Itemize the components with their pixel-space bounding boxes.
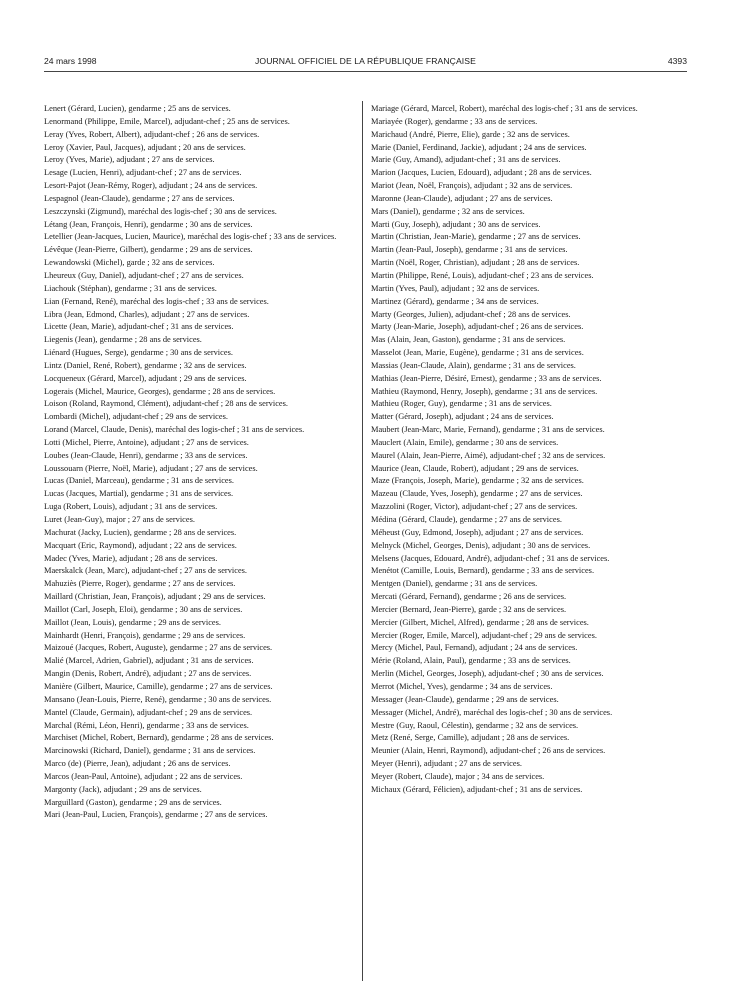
list-item: Mathieu (Roger, Guy), gendarme ; 31 ans de services. bbox=[371, 399, 552, 409]
list-item: Marguillard (Gaston), gendarme ; 29 ans de services. bbox=[44, 797, 222, 807]
list-item: Maerskalck (Jean, Marc), adjudant-chef ; 27 ans de services. bbox=[44, 566, 248, 576]
list-item: Lespagnol (Jean-Claude), gendarme ; 27 ans de services. bbox=[44, 193, 235, 203]
list-item: Martin (Yves, Paul), adjudant ; 32 ans de services. bbox=[371, 283, 540, 293]
list-item: Loubes (Jean-Claude, Henri), gendarme ; 33 ans de services. bbox=[44, 450, 248, 460]
list-item: Maillard (Christian, Jean, François), adjudant ; 29 ans de services. bbox=[44, 592, 266, 602]
list-item: Margonty (Jack), adjudant ; 29 ans de services. bbox=[44, 784, 202, 794]
list-item: Marichaud (André, Pierre, Elie), garde ; 32 ans de services. bbox=[371, 129, 570, 139]
list-item: Marti (Guy, Joseph), adjudant ; 30 ans de services. bbox=[371, 219, 541, 229]
list-item: Mari (Jean-Paul, Lucien, François), gendarme ; 27 ans de services. bbox=[44, 810, 268, 820]
list-item: Marion (Jacques, Lucien, Edouard), adjudant ; 28 ans de services. bbox=[371, 168, 592, 178]
list-item: Marcos (Jean-Paul, Antoine), adjudant ; 22 ans de services. bbox=[44, 771, 243, 781]
list-item: Lintz (Daniel, René, Robert), gendarme ; 32 ans de services. bbox=[44, 360, 247, 370]
list-item: Machurat (Jacky, Lucien), gendarme ; 28 ans de services. bbox=[44, 527, 237, 537]
list-item: Maubert (Jean-Marc, Marie, Fernand), gendarme ; 31 ans de services. bbox=[371, 425, 605, 435]
list-item: Martin (Jean-Paul, Joseph), gendarme ; 31 ans de services. bbox=[371, 245, 568, 255]
list-item: Liegenis (Jean), gendarme ; 28 ans de services. bbox=[44, 335, 202, 345]
list-item: Mahuziès (Pierre, Roger), gendarme ; 27 ans de services. bbox=[44, 579, 236, 589]
list-item: Marie (Guy, Amand), adjudant-chef ; 31 ans de services. bbox=[371, 155, 561, 165]
list-item: Médina (Gérard, Claude), gendarme ; 27 ans de services. bbox=[371, 515, 562, 524]
list-item: Maurel (Alain, Jean-Pierre, Aimé), adjudant-chef ; 32 ans de services. bbox=[371, 450, 606, 460]
publication-date: 24 mars 1998 bbox=[44, 56, 97, 66]
list-item: Licette (Jean, Marie), adjudant-chef ; 31 ans de services. bbox=[44, 322, 234, 332]
list-item: Mansano (Jean-Louis, Pierre, René), gendarme ; 30 ans de services. bbox=[44, 694, 272, 704]
list-item: Merrot (Michel, Yves), gendarme ; 34 ans de services. bbox=[371, 681, 553, 691]
list-item: Lenert (Gérard, Lucien), gendarme ; 25 ans de services. bbox=[44, 104, 231, 113]
list-item: Martin (Christian, Jean-Marie), gendarme ; 27 ans de services. bbox=[371, 232, 581, 242]
list-item: Marty (Jean-Marie, Joseph), adjudant-chef ; 26 ans de services. bbox=[371, 322, 584, 332]
list-item: Lorand (Marcel, Claude, Denis), maréchal des logis-chef ; 31 ans de services. bbox=[44, 425, 305, 435]
list-item: Marchal (Rémi, Léon, Henri), gendarme ; 33 ans de services. bbox=[44, 720, 249, 730]
list-item: Méheust (Guy, Edmond, Joseph), adjudant ; 27 ans de services. bbox=[371, 527, 584, 537]
list-item: Lian (Fernand, René), maréchal des logis-chef ; 33 ans de services. bbox=[44, 296, 269, 306]
list-item: Masselot (Jean, Marie, Eugène), gendarme ; 31 ans de services. bbox=[371, 348, 584, 358]
list-item: Liénard (Hugues, Serge), gendarme ; 30 ans de services. bbox=[44, 348, 233, 358]
list-item: Martinez (Gérard), gendarme ; 34 ans de services. bbox=[371, 296, 539, 306]
list-item: Lheureux (Guy, Daniel), adjudant-chef ; 27 ans de services. bbox=[44, 270, 244, 280]
list-item: Mariot (Jean, Noël, François), adjudant ; 32 ans de services. bbox=[371, 181, 573, 191]
list-item: Luret (Jean-Guy), major ; 27 ans de services. bbox=[44, 515, 195, 524]
list-item: Meunier (Alain, Henri, Raymond), adjudant-chef ; 26 ans de services. bbox=[371, 746, 606, 756]
list-item: Messager (Michel, André), maréchal des logis-chef ; 30 ans de services. bbox=[371, 707, 613, 717]
list-item: Melnyck (Michel, Georges, Denis), adjudant ; 30 ans de services. bbox=[371, 540, 591, 550]
list-item: Maizoué (Jacques, Robert, Auguste), gendarme ; 27 ans de services. bbox=[44, 643, 273, 653]
journal-title: JOURNAL OFFICIEL DE LA RÉPUBLIQUE FRANÇAISE bbox=[255, 56, 476, 66]
list-item: Marco (de) (Pierre, Jean), adjudant ; 26 ans de services. bbox=[44, 759, 231, 769]
list-item: Mercier (Roger, Emile, Marcel), adjudant-chef ; 29 ans de services. bbox=[371, 630, 597, 640]
list-item: Letellier (Jean-Jacques, Lucien, Maurice), maréchal des logis-chef ; 33 ans de services. bbox=[44, 232, 337, 242]
list-item: Lotti (Michel, Pierre, Antoine), adjudant ; 27 ans de services. bbox=[44, 437, 249, 447]
list-item: Mantel (Claude, Germain), adjudant-chef ; 29 ans de services. bbox=[44, 707, 253, 717]
list-item: Locqueneux (Gérard, Marcel), adjudant ; 29 ans de services. bbox=[44, 373, 247, 383]
list-item: Mercati (Gérard, Fernand), gendarme ; 26 ans de services. bbox=[371, 592, 567, 602]
list-item: Lévêque (Jean-Pierre, Gilbert), gendarme ; 29 ans de services. bbox=[44, 245, 253, 255]
list-item: Leroy (Xavier, Paul, Jacques), adjudant ; 20 ans de services. bbox=[44, 142, 246, 152]
left-column bbox=[44, 103, 354, 822]
list-item: Martin (Noël, Roger, Christian), adjudant ; 28 ans de services. bbox=[371, 258, 580, 268]
list-item: Merlin (Michel, Georges, Joseph), adjudant-chef ; 30 ans de services. bbox=[371, 669, 604, 679]
list-item: Mainhardt (Henri, François), gendarme ; 29 ans de services. bbox=[44, 630, 246, 640]
list-item: Massias (Jean-Claude, Alain), gendarme ; 31 ans de services. bbox=[371, 360, 576, 370]
list-item: Marie (Daniel, Ferdinand, Jackie), adjudant ; 24 ans de services. bbox=[371, 142, 587, 152]
list-item: Luga (Robert, Louis), adjudant ; 31 ans de services. bbox=[44, 502, 218, 512]
list-item: Mentgen (Daniel), gendarme ; 31 ans de services. bbox=[371, 579, 538, 589]
list-item: Melsens (Jacques, Edouard, André), adjudant-chef ; 31 ans de services. bbox=[371, 553, 610, 563]
header-rule bbox=[44, 71, 687, 72]
list-item: Mérie (Roland, Alain, Paul), gendarme ; 33 ans de services. bbox=[371, 656, 571, 666]
list-item: Mathieu (Raymond, Henry, Joseph), gendarme ; 31 ans de services. bbox=[371, 386, 598, 396]
list-item: Lucas (Daniel, Marceau), gendarme ; 31 ans de services. bbox=[44, 476, 234, 486]
list-item: Mercy (Michel, Paul, Fernand), adjudant ; 24 ans de services. bbox=[371, 643, 578, 653]
list-item: Madec (Yves, Marie), adjudant ; 28 ans de services. bbox=[44, 553, 218, 563]
list-item: Lombardi (Michel), adjudant-chef ; 29 ans de services. bbox=[44, 412, 228, 422]
list-item: Logerais (Michel, Maurice, Georges), gendarme ; 28 ans de services. bbox=[44, 386, 276, 396]
list-item: Meyer (Henri), adjudant ; 27 ans de services. bbox=[371, 759, 522, 769]
list-item: Mas (Alain, Jean, Gaston), gendarme ; 31 ans de services. bbox=[371, 335, 566, 345]
list-item: Lucas (Jacques, Martial), gendarme ; 31 ans de services. bbox=[44, 489, 234, 499]
list-item: Manière (Gilbert, Maurice, Camille), gendarme ; 27 ans de services. bbox=[44, 681, 273, 691]
list-item: Loison (Roland, Raymond, Clément), adjudant-chef ; 28 ans de services. bbox=[44, 399, 288, 409]
list-item: Leszczynski (Zigmund), maréchal des logis-chef ; 30 ans de services. bbox=[44, 206, 277, 216]
list-item: Mauclert (Alain, Emile), gendarme ; 30 ans de services. bbox=[371, 437, 559, 447]
list-item: Maillot (Carl, Joseph, Eloi), gendarme ; 30 ans de services. bbox=[44, 604, 243, 614]
list-item: Mercier (Gilbert, Michel, Alfred), gendarme ; 28 ans de services. bbox=[371, 617, 589, 627]
list-item: Maze (François, Joseph, Marie), gendarme ; 32 ans de services. bbox=[371, 476, 584, 486]
list-item: Martin (Philippe, René, Louis), adjudant-chef ; 23 ans de services. bbox=[371, 270, 594, 280]
list-item: Leroy (Yves, Marie), adjudant ; 27 ans de services. bbox=[44, 155, 215, 165]
list-item: Libra (Jean, Edmond, Charles), adjudant ; 27 ans de services. bbox=[44, 309, 250, 319]
list-item: Mariayée (Roger), gendarme ; 33 ans de services. bbox=[371, 116, 538, 126]
page-number: 4393 bbox=[667, 56, 687, 66]
list-item: Mariage (Gérard, Marcel, Robert), maréchal des logis-chef ; 31 ans de services. bbox=[371, 104, 638, 113]
list-item: Metz (René, Serge, Camille), adjudant ; 28 ans de services. bbox=[371, 733, 570, 743]
list-item: Mangin (Denis, Robert, André), adjudant ; 27 ans de services. bbox=[44, 669, 252, 679]
list-item: Matter (Gérard, Joseph), adjudant ; 24 ans de services. bbox=[371, 412, 554, 422]
list-item: Mestre (Guy, Raoul, Célestin), gendarme ; 32 ans de services. bbox=[371, 720, 579, 730]
list-item: Mathias (Jean-Pierre, Désiré, Ernest), gendarme ; 33 ans de services. bbox=[371, 373, 602, 383]
list-item: Mercier (Bernard, Jean-Pierre), garde ; 32 ans de services. bbox=[371, 604, 567, 614]
list-item: Lesort-Pajot (Jean-Rémy, Roger), adjudant ; 24 ans de services. bbox=[44, 181, 258, 191]
list-item: Létang (Jean, François, Henri), gendarme ; 30 ans de services. bbox=[44, 219, 253, 229]
list-item: Marchiset (Michel, Robert, Bernard), gendarme ; 28 ans de services. bbox=[44, 733, 274, 743]
column-divider bbox=[362, 101, 363, 981]
list-item: Lenormand (Philippe, Emile, Marcel), adjudant-chef ; 25 ans de services. bbox=[44, 116, 290, 126]
list-item: Malié (Marcel, Adrien, Gabriel), adjudant ; 31 ans de services. bbox=[44, 656, 254, 666]
list-item: Messager (Jean-Claude), gendarme ; 29 ans de services. bbox=[371, 694, 559, 704]
list-item: Marty (Georges, Julien), adjudant-chef ; 28 ans de services. bbox=[371, 309, 571, 319]
list-item: Maronne (Jean-Claude), adjudant ; 27 ans de services. bbox=[371, 193, 553, 203]
list-item: Macquart (Eric, Raymond), adjudant ; 22 ans de services. bbox=[44, 540, 237, 550]
page-header bbox=[44, 56, 687, 70]
list-item: Lewandowski (Michel), garde ; 32 ans de services. bbox=[44, 258, 215, 268]
list-item: Menétot (Camille, Louis, Bernard), gendarme ; 33 ans de services. bbox=[371, 566, 595, 576]
list-item: Maillot (Jean, Louis), gendarme ; 29 ans de services. bbox=[44, 617, 221, 627]
list-item: Mazzolini (Roger, Victor), adjudant-chef ; 27 ans de services. bbox=[371, 502, 578, 512]
list-item: Mars (Daniel), gendarme ; 32 ans de services. bbox=[371, 206, 525, 216]
list-item: Loussouarn (Pierre, Noël, Marie), adjudant ; 27 ans de services. bbox=[44, 463, 258, 473]
list-item: Lesage (Lucien, Henri), adjudant-chef ; 27 ans de services. bbox=[44, 168, 242, 178]
list-item: Mazeau (Claude, Yves, Joseph), gendarme ; 27 ans de services. bbox=[371, 489, 583, 499]
list-item: Marcinowski (Richard, Daniel), gendarme ; 31 ans de services. bbox=[44, 746, 256, 756]
list-item: Liachouk (Stéphan), gendarme ; 31 ans de services. bbox=[44, 283, 217, 293]
list-item: Leray (Yves, Robert, Albert), adjudant-chef ; 26 ans de services. bbox=[44, 129, 260, 139]
list-item: Michaux (Gérard, Félicien), adjudant-chef ; 31 ans de services. bbox=[371, 784, 583, 794]
list-item: Maurice (Jean, Claude, Robert), adjudant ; 29 ans de services. bbox=[371, 463, 579, 473]
right-column bbox=[371, 103, 685, 797]
list-item: Meyer (Robert, Claude), major ; 34 ans de services. bbox=[371, 771, 545, 781]
